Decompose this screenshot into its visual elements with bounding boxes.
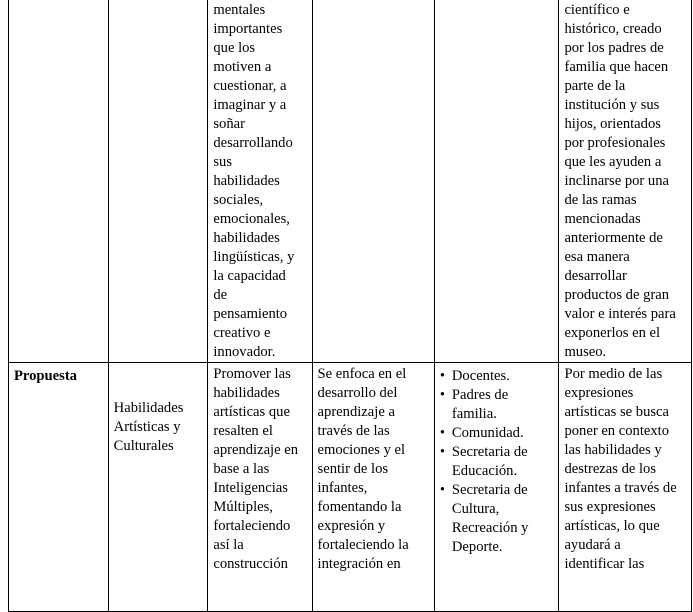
list-item: • Padres de familia. xyxy=(440,386,554,424)
strategy-continuation-cell: científico e histórico, creado por los padres de familia que hacen parte de la institución y sus hijos, orientados por profesionales que les ayuden a inclinarse por una de las ramas mencionadas anteriormente de esa manera desarrollar productos de gran valor e interés para exponerlos en el museo. xyxy=(559,0,692,363)
table-cell xyxy=(108,0,208,363)
row-label-cell xyxy=(9,363,109,612)
row-label: Propuesta xyxy=(14,368,77,384)
strategy-text: Por medio de las expresiones artísticas se busca poner en contexto las habilidades y destrezas de los infantes a través de sus expresiones artísticas, lo que ayudará a identificar las xyxy=(564,366,677,572)
list-item: • Secretaria de Cultura, Recreación y Deporte. xyxy=(440,481,554,557)
objective-continuation-cell: mentales importantes que los motiven a cuestionar, a imaginar y a soñar desarrollando sus habilidades sociales, emocionales, habilidades lingüísticas, y la capacidad de pensamiento creativo e innovador. xyxy=(208,0,312,363)
list-item: • Docentes. xyxy=(440,367,554,386)
objective-text: Promover las habilidades artísticas que resalten el aprendizaje en base a las Inteligencias Múltiples, fortaleciendo así la construcción xyxy=(213,366,299,572)
strategy-cell xyxy=(559,363,692,612)
objective-cell xyxy=(208,363,312,612)
project-name: Habilidades Artísticas y Culturales xyxy=(113,400,184,454)
participants-list xyxy=(440,367,554,557)
table-row xyxy=(9,363,692,612)
participants-cell xyxy=(434,363,559,612)
table-cell xyxy=(312,0,434,363)
list-item: • Comunidad. xyxy=(440,424,554,443)
description-cell xyxy=(312,363,434,612)
project-table xyxy=(8,0,692,612)
table-cell xyxy=(9,0,109,363)
table-cell xyxy=(434,0,559,363)
project-name-cell xyxy=(108,363,208,612)
description-text: Se enfoca en el desarrollo del aprendizaje a través de las emociones y el sentir de los infantes, fomentando la expresión y fortaleciendo la integración en xyxy=(317,366,409,572)
list-item: • Secretaria de Educación. xyxy=(440,443,554,481)
table-row xyxy=(9,0,692,363)
